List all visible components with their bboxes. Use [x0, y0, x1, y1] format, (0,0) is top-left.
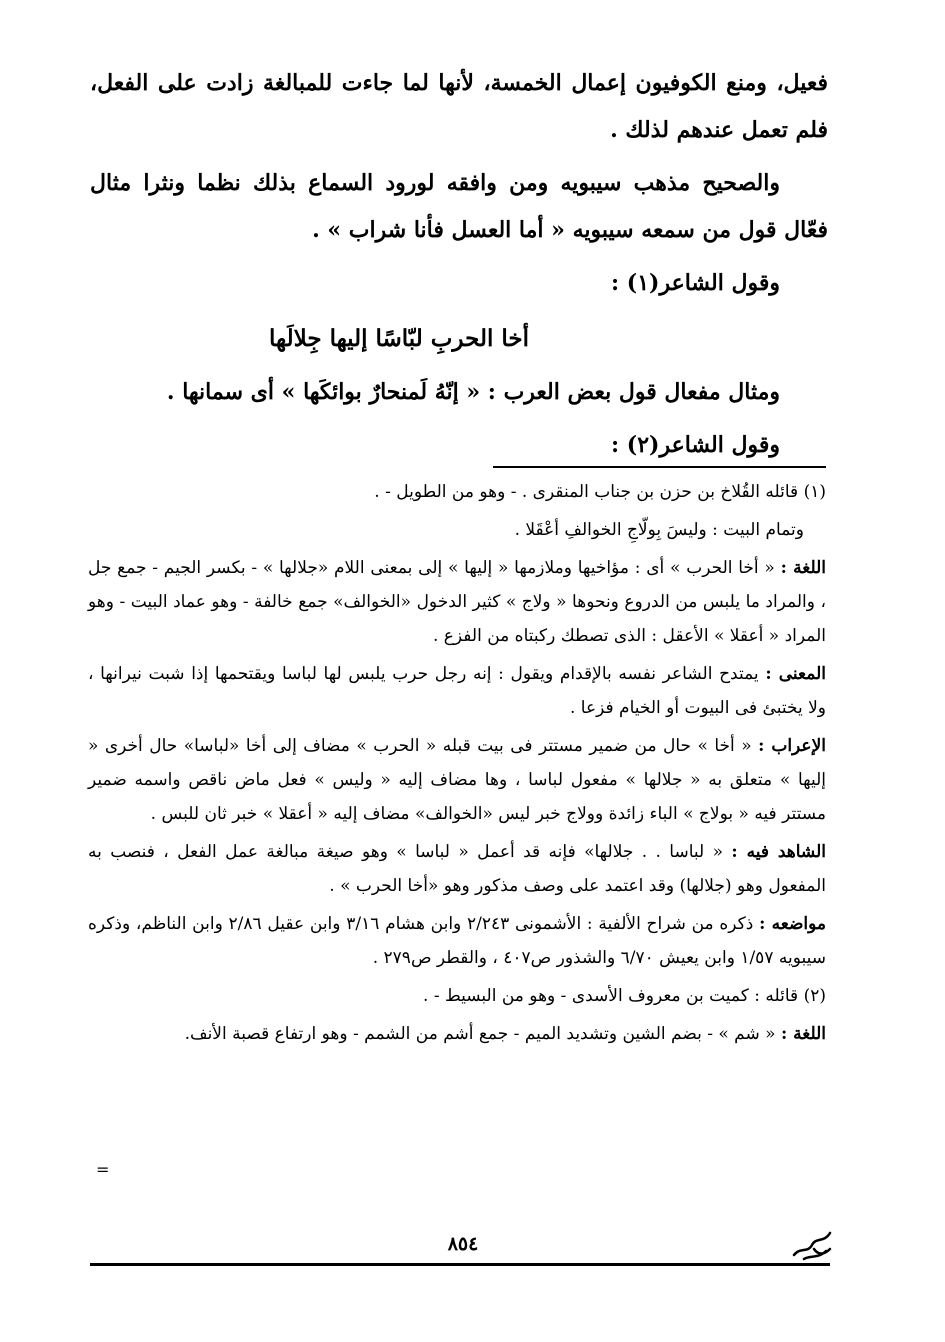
lugha-text: « أخا الحرب » أى : مؤاخيها وملازمها « إليها » إلى بمعنى اللام «جلالها » - بكسر الجيم - جمع جل ، والمراد ما يلبس من الدروع ونحوها « ولاج » كثير الدخول «الخوالف» جمع خالفة - وهو عماد البيت - وهو المراد « أعقلا » الأعقل : الذى تصطك ركبتاه من الفزع . — [88, 558, 826, 646]
paragraph-3: ومثال مفعال قول بعض العرب : « إنّهُ لَمنحارٌ بوائكَها » أى سمانها . — [166, 379, 780, 405]
maana-label: المعنى : — [765, 664, 826, 684]
footnote-1-lugha — [88, 551, 826, 653]
page-number: ٨٥٤ — [447, 1233, 479, 1255]
irab-label: الإعراب : — [758, 736, 826, 756]
footnote-1-verse-completion: وتمام البيت : وليسَ بِولّاجِ الخوالفِ أعْقَلا . — [514, 520, 804, 540]
paragraph-1: فعيل، ومنع الكوفيون إعمال الخمسة، لأنها لما جاءت للمبالغة زادت على الفعل، فلم تعمل عندهم لذلك . — [90, 70, 828, 143]
continuation-mark: = — [96, 1160, 110, 1179]
paragraph-2: والصحيح مذهب سيبويه ومن وافقه لورود السماع بذلك نظما ونثرا مثال فعّال قول من سمعه سيبويه « أما العسل فأنا شراب » . — [90, 170, 828, 243]
footnote-2-head: (٢) قائله : كميت بن معروف الأسدى - وهو من البسيط - . — [423, 986, 826, 1006]
irab-text: « أخا » حال من ضمير مستتر فى بيت قبله « الحرب » مضاف إلى أخا «لباسا» حال أخرى « إليها » متعلق به « جلالها » مفعول لباسا ، وها مضاف إليه « وليس » فعل ماض ناقص واسمه ضمير مستتر فيه « بولاج » الباء زائدة وولاج خبر ليس «الخوالف» مضاف إليه « أعقلا » خبر ثان للبس . — [88, 736, 826, 824]
main-text — [90, 60, 828, 475]
poet-intro-2: وقول الشاعر(٢) : — [611, 432, 780, 458]
footnote-1-head: (١) قائله القُلاخ بن حزن بن جناب المنقرى . - وهو من الطويل - . — [374, 482, 826, 502]
shahid-label: الشاهد فيه : — [731, 842, 826, 862]
footnote-1-mawadi — [88, 907, 826, 975]
footer-rule — [90, 1263, 830, 1266]
maana-text: يمتدح الشاعر نفسه بالإقدام ويقول : إنه رجل حرب يلبس لها لباسا ويقتحمها إذا شبت نيرانها ، ولا يختبئ فى البيوت أو الخيام فزعا . — [88, 664, 826, 718]
lugha-label-2: اللغة : — [780, 1024, 826, 1044]
mawadi-text: ذكره من شراح الألفية : الأشمونى ٢/٢٤٣ وابن هشام ٣/١٦ وابن عقيل ٢/٨٦ وابن الناظم، وذكره سيبويه ١/٥٧ وابن يعيش ٦/٧٠ والشذور ص٤٠٧ ، والقطر ص٢٧٩ . — [88, 914, 826, 968]
footnote-2-lugha — [88, 1017, 826, 1051]
lugha-text-2: « شم » - بضم الشين وتشديد الميم - جمع أشم من الشمم - وهو ارتفاع قصبة الأنف. — [184, 1024, 776, 1044]
mawadi-label: مواضعه : — [759, 914, 826, 934]
footnote-1-shahid — [88, 835, 826, 903]
footnote-separator — [493, 466, 826, 468]
verse-line: أخا الحربِ لبّاسًا إليها جِلالَها — [269, 325, 529, 352]
poet-intro-1: وقول الشاعر(١) : — [611, 270, 780, 296]
publisher-logo-icon — [790, 1225, 836, 1265]
footnote-1-maana — [88, 657, 826, 725]
shahid-text: « لباسا . . جلالها» فإنه قد أعمل « لباسا » وهو صيغة مبالغة عمل الفعل ، فنصب به المفعول وهو (جلالها) وقد اعتمد على وصف مذكور وهو «أخا الحرب » . — [88, 842, 826, 896]
lugha-label: اللغة : — [780, 558, 827, 578]
footnote-1-irab — [88, 729, 826, 831]
footnotes — [88, 475, 826, 1055]
